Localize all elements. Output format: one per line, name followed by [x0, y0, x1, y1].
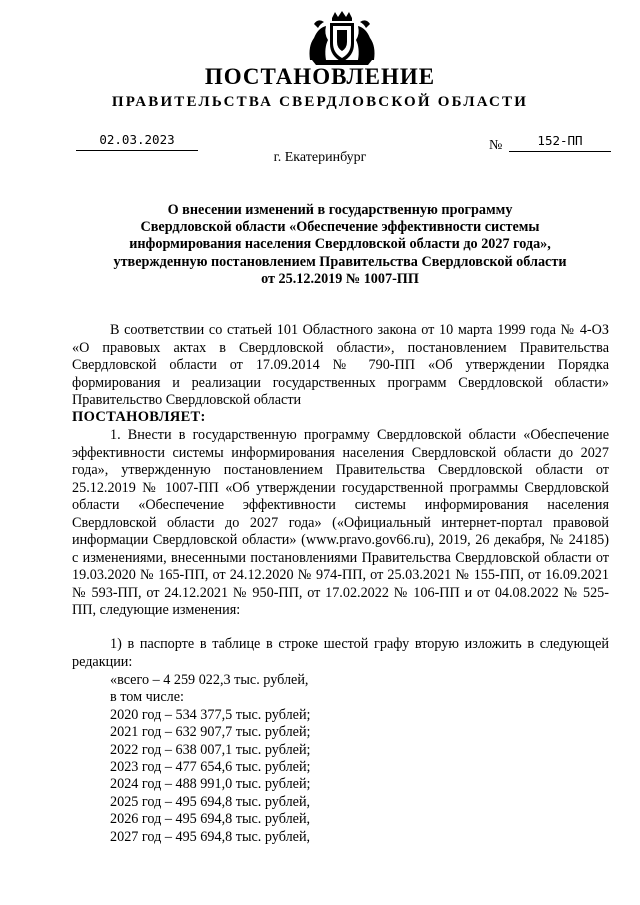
subject-line: О внесении изменений в государственную программу [167, 202, 513, 218]
decree-word: ПОСТАНОВЛЯЕТ: [72, 409, 206, 425]
subject-line: утвержденную постановлением Правительства Свердловской области [113, 253, 567, 270]
list-item: 2027 год – 495 694,8 тыс. рублей, [110, 828, 311, 845]
item-1-text: 1. Внести в государственную программу Свердловской области «Обеспечение эффективности системы информирования населения Свердловской области до 2027 года», утвержденную постановлением Правительства Свердловской области от 25.12.2019 № 1007-ПП «Об утверждении государственной программы Свердловской области «Обеспечение эффективности системы информирования населения Свердловской области до 2027 года» («Официальный интернет-портал правовой информации Свердловской области» (www.pravo.gov66.ru), 2019, 26 декабря, № 24185) с изменениями, внесенными постановлениями Правительства Свердловской области от 19.03.2020 № 165-ПП, от 24.12.2020 № 974-ПП, от 25.03.2021 № 155-ПП, от 16.09.2021 № 593-ПП, от 24.12.2021 № 950-ПП, от 17.02.2022 № 106-ПП и от 04.08.2022 № 525-ПП, следующие изменения: [72, 427, 609, 618]
preamble-text: В соответствии со статьей 101 Областного закона от 10 марта 1999 года № 4-ОЗ «О правовых актах в Свердловской области», постановлением Правительства Свердловской области от 17.09.2014 № 790-ПП «Об утверждении Порядка формирования и реализации государственных программ Свердловской области» Правительство Свердловской области [72, 322, 609, 408]
issuer-name: ПРАВИТЕЛЬСТВА СВЕРДЛОВСКОЙ ОБЛАСТИ [111, 94, 529, 110]
list-item: в том числе: [110, 689, 184, 706]
list-item: 2024 год – 488 991,0 тыс. рублей; [110, 776, 311, 793]
list-item: 2023 год – 477 654,6 тыс. рублей; [110, 759, 311, 776]
subject-line: Свердловской области «Обеспечение эффективности системы [140, 219, 540, 236]
document-date: 02.03.2023 [76, 132, 198, 151]
document-subject [70, 202, 610, 288]
list-item: 2026 год – 495 694,8 тыс. рублей, [110, 811, 311, 828]
coat-of-arms-icon [302, 10, 382, 66]
document-number: 152-ПП [509, 133, 611, 152]
city: г. Екатеринбург [273, 150, 367, 165]
subject-line: информирования населения Свердловской области до 2027 года», [129, 236, 551, 253]
list-item: 2025 год – 495 694,8 тыс. рублей, [110, 793, 311, 810]
list-item: 2020 год – 534 377,5 тыс. рублей; [110, 706, 311, 723]
list-item: 2022 год – 638 007,1 тыс. рублей; [110, 741, 311, 758]
budget-list [110, 672, 311, 846]
subject-line: от 25.12.2019 № 1007-ПП [261, 270, 419, 287]
preamble-paragraph [72, 322, 609, 410]
subitem-1-paragraph [72, 636, 609, 671]
number-sign: № [489, 138, 503, 153]
list-item: 2021 год – 632 907,7 тыс. рублей; [110, 724, 311, 741]
item-1-paragraph [72, 427, 609, 620]
document-title: ПОСТАНОВЛЕНИЕ [204, 64, 436, 89]
list-item: «всего – 4 259 022,3 тыс. рублей, [110, 672, 309, 688]
subitem-1-text: 1) в паспорте в таблице в строке шестой графу вторую изложить в следующей редакции: [72, 636, 609, 670]
